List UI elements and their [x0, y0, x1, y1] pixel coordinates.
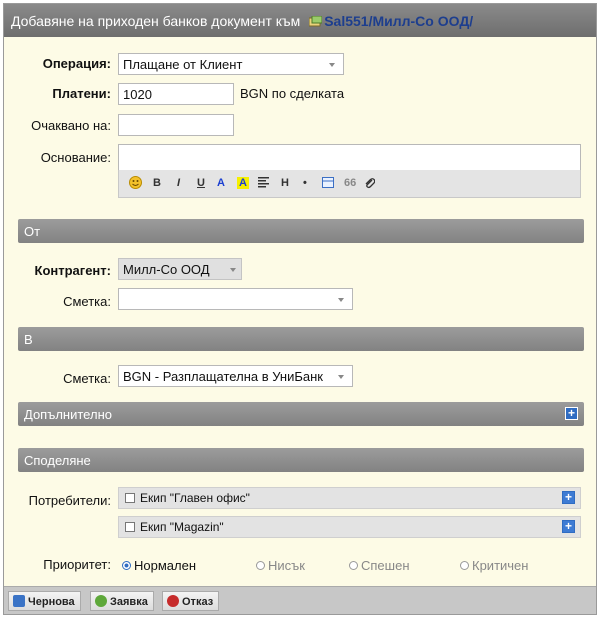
priority-normal-radio[interactable]: Нормален — [122, 558, 196, 573]
cancel-button[interactable]: Отказ — [162, 591, 219, 611]
reason-label: Основание: — [40, 150, 111, 165]
priority-low-radio[interactable]: Нисък — [256, 558, 305, 573]
share-team-row[interactable]: Екип "Magazin" + — [118, 516, 581, 538]
submit-button[interactable]: Заявка — [90, 591, 154, 611]
radio-icon — [349, 561, 358, 570]
dialog-title: Добавяне на приходен банков документ към — [11, 13, 301, 29]
heading-button[interactable]: H — [281, 177, 289, 189]
chevron-down-icon — [230, 268, 236, 272]
expected-label: Очаквано на: — [31, 118, 111, 133]
expand-plus-icon[interactable]: + — [562, 491, 575, 504]
deal-link[interactable]: Sal551/Милл-Со ООД/ — [324, 13, 474, 29]
counterparty-select[interactable]: Милл-Со ООД — [118, 258, 242, 280]
radio-icon — [256, 561, 265, 570]
close-icon — [167, 595, 179, 607]
radio-selected-icon — [122, 561, 131, 570]
chevron-down-icon — [338, 298, 344, 302]
users-label: Потребители: — [28, 493, 111, 508]
bold-button[interactable]: B — [153, 177, 161, 189]
deal-icon — [309, 14, 322, 25]
align-icon[interactable] — [258, 177, 269, 191]
paid-label: Платени: — [52, 86, 111, 101]
radio-icon — [460, 561, 469, 570]
section-from: От — [18, 219, 584, 243]
from-account-select[interactable] — [118, 288, 353, 310]
smiley-icon[interactable] — [129, 176, 142, 192]
attachment-icon[interactable] — [364, 177, 375, 192]
operation-select[interactable] — [118, 53, 344, 75]
expand-plus-icon[interactable]: + — [565, 407, 578, 420]
save-icon — [13, 595, 25, 607]
editor-toolbar — [118, 170, 581, 198]
priority-urgent-radio[interactable]: Спешен — [349, 558, 410, 573]
bullet-button[interactable]: • — [303, 177, 307, 189]
to-account-select[interactable]: BGN - Разплащателна в УниБанк — [118, 365, 353, 387]
expected-date-input[interactable] — [118, 114, 234, 136]
reason-textarea[interactable] — [118, 144, 581, 171]
checkbox[interactable] — [125, 522, 135, 532]
operation-label: Операция: — [42, 56, 111, 71]
table-icon[interactable] — [322, 177, 334, 191]
dialog-titlebar — [4, 4, 596, 37]
paid-amount-input[interactable]: 1020 — [118, 83, 234, 105]
check-icon — [95, 595, 107, 607]
operation-value: Плащане от Клиент — [123, 57, 243, 72]
draft-button[interactable]: Чернова — [8, 591, 81, 611]
italic-button[interactable]: I — [177, 177, 181, 189]
highlight-button[interactable]: A — [239, 177, 247, 189]
expand-plus-icon[interactable]: + — [562, 520, 575, 533]
checkbox[interactable] — [125, 493, 135, 503]
from-account-label: Сметка: — [63, 294, 111, 309]
dialog-footer — [4, 586, 596, 614]
section-to: В — [18, 327, 584, 351]
add-bank-document-dialog — [3, 3, 597, 615]
priority-label: Приоритет: — [43, 557, 111, 572]
underline-button[interactable]: U — [197, 177, 205, 189]
share-team-row[interactable]: Екип "Главен офис" + — [118, 487, 581, 509]
to-account-label: Сметка: — [63, 371, 111, 386]
section-additional[interactable]: Допълнително + — [18, 402, 584, 426]
section-sharing: Споделяне — [18, 448, 584, 472]
counterparty-label: Контрагент: — [34, 263, 111, 278]
priority-critical-radio[interactable]: Критичен — [460, 558, 528, 573]
chevron-down-icon — [338, 375, 344, 379]
paid-currency-note: BGN по сделката — [240, 86, 345, 101]
chevron-down-icon — [329, 63, 335, 67]
quote-button[interactable]: 66 — [344, 177, 357, 189]
text-color-button[interactable]: A — [217, 177, 225, 189]
